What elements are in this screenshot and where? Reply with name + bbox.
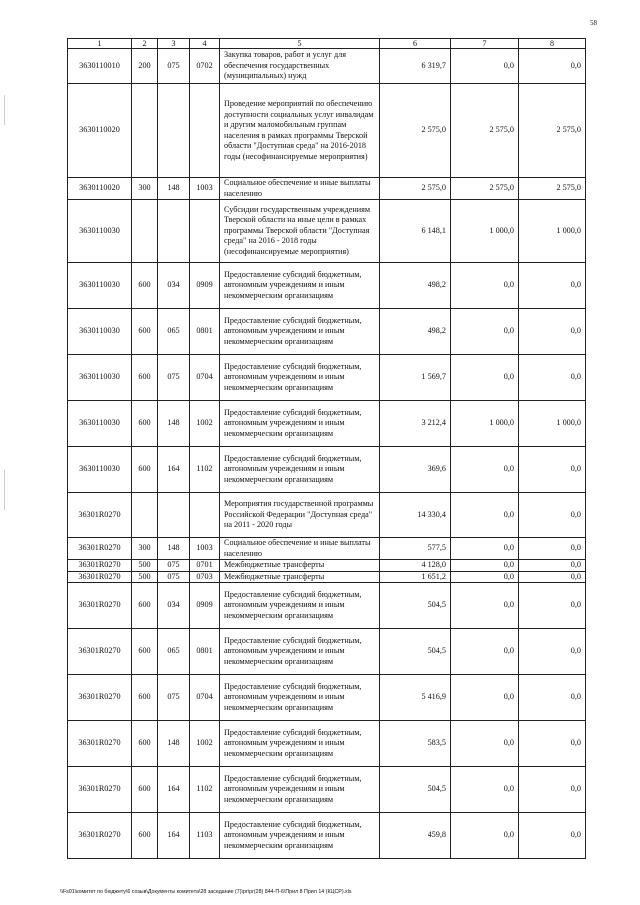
section-code-cell: 1102 — [190, 447, 220, 493]
amount-col6-cell: 459,8 — [380, 813, 451, 859]
kcsr-code-cell: 3630110030 — [68, 355, 132, 401]
column-header: 4 — [190, 39, 220, 49]
amount-col8-cell: 0,0 — [519, 447, 586, 493]
department-code-cell: 075 — [158, 355, 190, 401]
amount-col7-cell: 2 575,0 — [451, 84, 519, 178]
expense-type-cell: 600 — [132, 583, 158, 629]
scan-margin-mark — [4, 95, 5, 125]
table-row — [68, 813, 586, 859]
table-row — [68, 721, 586, 767]
column-header: 3 — [158, 39, 190, 49]
expense-type-cell: 300 — [132, 178, 158, 200]
description-cell: Межбюджетные трансферты — [220, 571, 380, 583]
section-code-cell: 1103 — [190, 813, 220, 859]
description-cell: Мероприятия государственной программы Российской Федерации "Доступная среда" на 2011 - 2020 годы — [220, 493, 380, 538]
amount-col6-cell: 6 319,7 — [380, 49, 451, 84]
amount-col8-cell: 0,0 — [519, 675, 586, 721]
expense-type-cell: 600 — [132, 629, 158, 675]
table-row — [68, 84, 586, 178]
amount-col7-cell: 0,0 — [451, 493, 519, 538]
department-code-cell: 164 — [158, 447, 190, 493]
amount-col6-cell: 583,5 — [380, 721, 451, 767]
department-code-cell: 075 — [158, 560, 190, 572]
amount-col8-cell: 0,0 — [519, 813, 586, 859]
amount-col7-cell: 0,0 — [451, 813, 519, 859]
column-header: 1 — [68, 39, 132, 49]
table-row — [68, 309, 586, 355]
amount-col6-cell: 369,6 — [380, 447, 451, 493]
column-header: 6 — [380, 39, 451, 49]
table-row — [68, 447, 586, 493]
amount-col6-cell: 6 148,1 — [380, 200, 451, 263]
table-row — [68, 583, 586, 629]
table-row — [68, 263, 586, 309]
amount-col8-cell: 0,0 — [519, 560, 586, 572]
department-code-cell: 065 — [158, 629, 190, 675]
department-code-cell: 034 — [158, 263, 190, 309]
header-row — [68, 39, 586, 49]
amount-col8-cell: 0,0 — [519, 355, 586, 401]
description-cell: Предоставление субсидий бюджетным, автономным учреждениям и иным некоммерческим организациям — [220, 813, 380, 859]
kcsr-code-cell: 36301R0270 — [68, 813, 132, 859]
department-code-cell: 148 — [158, 721, 190, 767]
section-code-cell: 0801 — [190, 629, 220, 675]
section-code-cell — [190, 493, 220, 538]
expense-type-cell: 600 — [132, 767, 158, 813]
expense-type-cell — [132, 84, 158, 178]
expense-type-cell: 600 — [132, 355, 158, 401]
expense-type-cell: 600 — [132, 401, 158, 447]
department-code-cell: 075 — [158, 49, 190, 84]
table-row — [68, 49, 586, 84]
kcsr-code-cell: 36301R0270 — [68, 675, 132, 721]
expense-type-cell: 500 — [132, 560, 158, 572]
budget-table — [67, 38, 586, 859]
amount-col8-cell: 1 000,0 — [519, 401, 586, 447]
section-code-cell: 0909 — [190, 583, 220, 629]
section-code-cell: 1003 — [190, 178, 220, 200]
table-row — [68, 538, 586, 560]
expense-type-cell: 600 — [132, 675, 158, 721]
department-code-cell: 148 — [158, 538, 190, 560]
file-path-footer: \\Fs01\комитет по бюджету\6 созыв\Документы комитета\28 заседание (7)\pr\pr(28) 844-П-6\Прил 8 Прил 14 (КЦСР).xls — [60, 889, 352, 895]
amount-col7-cell: 0,0 — [451, 675, 519, 721]
department-code-cell: 065 — [158, 309, 190, 355]
amount-col6-cell: 577,5 — [380, 538, 451, 560]
description-cell: Предоставление субсидий бюджетным, автономным учреждениям и иным некоммерческим организациям — [220, 767, 380, 813]
column-header: 2 — [132, 39, 158, 49]
expense-type-cell: 200 — [132, 49, 158, 84]
kcsr-code-cell: 3630110030 — [68, 263, 132, 309]
department-code-cell: 164 — [158, 767, 190, 813]
section-code-cell: 1003 — [190, 538, 220, 560]
table-row — [68, 629, 586, 675]
description-cell: Предоставление субсидий бюджетным, автономным учреждениям и иным некоммерческим организациям — [220, 629, 380, 675]
amount-col7-cell: 0,0 — [451, 447, 519, 493]
description-cell: Предоставление субсидий бюджетным, автономным учреждениям и иным некоммерческим организациям — [220, 675, 380, 721]
department-code-cell: 148 — [158, 401, 190, 447]
amount-col6-cell: 2 575,0 — [380, 178, 451, 200]
amount-col8-cell: 0,0 — [519, 538, 586, 560]
department-code-cell: 075 — [158, 675, 190, 721]
table-row — [68, 178, 586, 200]
expense-type-cell: 600 — [132, 447, 158, 493]
section-code-cell: 0801 — [190, 309, 220, 355]
section-code-cell: 0703 — [190, 571, 220, 583]
amount-col6-cell: 5 416,9 — [380, 675, 451, 721]
expense-type-cell: 300 — [132, 538, 158, 560]
expense-type-cell: 600 — [132, 263, 158, 309]
amount-col6-cell: 3 212,4 — [380, 401, 451, 447]
department-code-cell — [158, 493, 190, 538]
amount-col8-cell: 0,0 — [519, 571, 586, 583]
amount-col7-cell: 0,0 — [451, 629, 519, 675]
amount-col8-cell: 0,0 — [519, 263, 586, 309]
department-code-cell: 034 — [158, 583, 190, 629]
amount-col7-cell: 0,0 — [451, 571, 519, 583]
description-cell: Проведение мероприятий по обеспечению доступности социальных услуг инвалидам и другим маломобильным группам населения в рамках программы Тверской области "Доступная среда" на 2016-2018 годы (несофинансируемые мероприятия) — [220, 84, 380, 178]
kcsr-code-cell: 36301R0270 — [68, 493, 132, 538]
description-cell: Субсидии государственным учреждениям Тверской области на иные цели в рамках программы Тверской области "Доступная среда" на 2016 - 2018 годы (несофинансируемые мероприятия) — [220, 200, 380, 263]
description-cell: Предоставление субсидий бюджетным, автономным учреждениям и иным некоммерческим организациям — [220, 583, 380, 629]
expense-type-cell: 500 — [132, 571, 158, 583]
amount-col8-cell: 2 575,0 — [519, 84, 586, 178]
amount-col7-cell: 0,0 — [451, 721, 519, 767]
amount-col7-cell: 0,0 — [451, 560, 519, 572]
table-row — [68, 767, 586, 813]
description-cell: Предоставление субсидий бюджетным, автономным учреждениям и иным некоммерческим организациям — [220, 355, 380, 401]
department-code-cell — [158, 84, 190, 178]
table-row — [68, 401, 586, 447]
table-row — [68, 560, 586, 572]
kcsr-code-cell: 3630110030 — [68, 447, 132, 493]
amount-col6-cell: 498,2 — [380, 263, 451, 309]
section-code-cell — [190, 84, 220, 178]
department-code-cell: 164 — [158, 813, 190, 859]
amount-col6-cell: 504,5 — [380, 629, 451, 675]
amount-col8-cell: 0,0 — [519, 493, 586, 538]
kcsr-code-cell: 36301R0270 — [68, 538, 132, 560]
description-cell: Предоставление субсидий бюджетным, автономным учреждениям и иным некоммерческим организациям — [220, 401, 380, 447]
column-header: 7 — [451, 39, 519, 49]
amount-col7-cell: 0,0 — [451, 583, 519, 629]
amount-col7-cell: 2 575,0 — [451, 178, 519, 200]
amount-col8-cell: 0,0 — [519, 767, 586, 813]
section-code-cell: 0704 — [190, 355, 220, 401]
section-code-cell: 1102 — [190, 767, 220, 813]
kcsr-code-cell: 3630110010 — [68, 49, 132, 84]
amount-col6-cell: 498,2 — [380, 309, 451, 355]
table-row — [68, 675, 586, 721]
scan-margin-mark — [4, 470, 5, 510]
kcsr-code-cell: 36301R0270 — [68, 629, 132, 675]
amount-col7-cell: 0,0 — [451, 538, 519, 560]
kcsr-code-cell: 36301R0270 — [68, 767, 132, 813]
kcsr-code-cell: 3630110030 — [68, 309, 132, 355]
amount-col6-cell: 2 575,0 — [380, 84, 451, 178]
table-row — [68, 571, 586, 583]
kcsr-code-cell: 36301R0270 — [68, 583, 132, 629]
department-code-cell: 148 — [158, 178, 190, 200]
amount-col7-cell: 0,0 — [451, 49, 519, 84]
kcsr-code-cell: 36301R0270 — [68, 560, 132, 572]
expense-type-cell: 600 — [132, 309, 158, 355]
kcsr-code-cell: 3630110030 — [68, 200, 132, 263]
department-code-cell — [158, 200, 190, 263]
amount-col7-cell: 0,0 — [451, 309, 519, 355]
amount-col7-cell: 1 000,0 — [451, 200, 519, 263]
amount-col8-cell: 0,0 — [519, 309, 586, 355]
section-code-cell: 0701 — [190, 560, 220, 572]
kcsr-code-cell: 36301R0270 — [68, 571, 132, 583]
description-cell: Социальное обеспечение и иные выплаты населению — [220, 538, 380, 560]
kcsr-code-cell: 36301R0270 — [68, 721, 132, 767]
description-cell: Предоставление субсидий бюджетным, автономным учреждениям и иным некоммерческим организациям — [220, 447, 380, 493]
column-header: 8 — [519, 39, 586, 49]
amount-col6-cell: 1 569,7 — [380, 355, 451, 401]
section-code-cell — [190, 200, 220, 263]
amount-col7-cell: 0,0 — [451, 263, 519, 309]
amount-col7-cell: 1 000,0 — [451, 401, 519, 447]
expense-type-cell: 600 — [132, 813, 158, 859]
kcsr-code-cell: 3630110020 — [68, 84, 132, 178]
amount-col8-cell: 1 000,0 — [519, 200, 586, 263]
kcsr-code-cell: 3630110030 — [68, 401, 132, 447]
amount-col7-cell: 0,0 — [451, 767, 519, 813]
amount-col6-cell: 4 128,0 — [380, 560, 451, 572]
department-code-cell: 075 — [158, 571, 190, 583]
amount-col8-cell: 2 575,0 — [519, 178, 586, 200]
description-cell: Социальное обеспечение и иные выплаты населению — [220, 178, 380, 200]
section-code-cell: 1002 — [190, 401, 220, 447]
amount-col7-cell: 0,0 — [451, 355, 519, 401]
kcsr-code-cell: 3630110020 — [68, 178, 132, 200]
section-code-cell: 0704 — [190, 675, 220, 721]
description-cell: Предоставление субсидий бюджетным, автономным учреждениям и иным некоммерческим организациям — [220, 263, 380, 309]
amount-col8-cell: 0,0 — [519, 721, 586, 767]
amount-col8-cell: 0,0 — [519, 49, 586, 84]
page-number: 58 — [590, 19, 597, 27]
expense-type-cell — [132, 200, 158, 263]
section-code-cell: 0702 — [190, 49, 220, 84]
column-header: 5 — [220, 39, 380, 49]
table-row — [68, 355, 586, 401]
description-cell: Предоставление субсидий бюджетным, автономным учреждениям и иным некоммерческим организациям — [220, 309, 380, 355]
expense-type-cell: 600 — [132, 721, 158, 767]
description-cell: Межбюджетные трансферты — [220, 560, 380, 572]
section-code-cell: 1002 — [190, 721, 220, 767]
description-cell: Закупка товаров, работ и услуг для обеспечения государственных (муниципальных) нужд — [220, 49, 380, 84]
amount-col8-cell: 0,0 — [519, 583, 586, 629]
table-row — [68, 200, 586, 263]
section-code-cell: 0909 — [190, 263, 220, 309]
amount-col6-cell: 504,5 — [380, 583, 451, 629]
table-row — [68, 493, 586, 538]
amount-col6-cell: 504,5 — [380, 767, 451, 813]
amount-col6-cell: 14 330,4 — [380, 493, 451, 538]
description-cell: Предоставление субсидий бюджетным, автономным учреждениям и иным некоммерческим организациям — [220, 721, 380, 767]
expense-type-cell — [132, 493, 158, 538]
amount-col6-cell: 1 651,2 — [380, 571, 451, 583]
amount-col8-cell: 0,0 — [519, 629, 586, 675]
